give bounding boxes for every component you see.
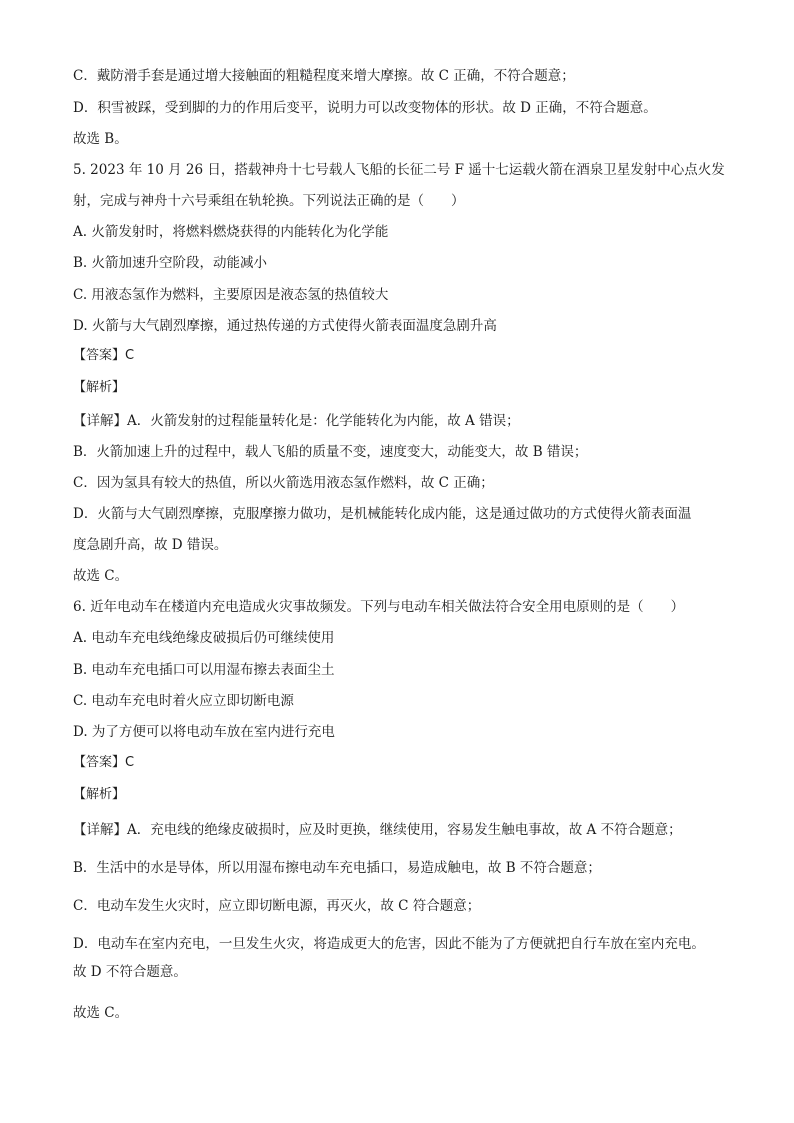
text-line: 【详解】A．火箭发射的过程能量转化是：化学能转化为内能，故 A 错误； [73,413,520,429]
text-line: B．火箭加速上升的过程中，载人飞船的质量不变，速度变大，动能变大，故 B 错误； [73,444,588,460]
text-line: D．积雪被踩，受到脚的力的作用后变平，说明力可以改变物体的形状。故 D 正确，不符合题意。 [73,100,657,116]
analysis-label: 【解析】 [73,787,126,802]
text-line: 故选 C。 [73,1005,129,1021]
text-line: D．电动车在室内充电，一旦发生火灾，将造成更大的危害，因此不能为了方便就把自行车放在室内充电。 [73,936,705,952]
text-line: D．火箭与大气剧烈摩擦，克服摩擦力做功，是机械能转化成内能，这是通过做功的方式使得火箭表面温 [73,506,692,522]
text-line: B．生活中的水是导体，所以用湿布擦电动车充电插口，易造成触电，故 B 不符合题意； [73,860,601,876]
question-5-option-c: C. 用液态氢作为燃料，主要原因是液态氢的热值较大 [73,287,389,303]
text-line: 故选 C。 [73,568,129,584]
text-line: 故 D 不符合题意。 [73,964,187,980]
analysis-label: 【解析】 [73,380,126,395]
text-line: 度急剧升高，故 D 错误。 [73,537,228,553]
question-6-option-c: C. 电动车充电时着火应立即切断电源 [73,693,294,709]
question-5-option-a: A. 火箭发射时，将燃料燃烧获得的内能转化为化学能 [73,224,389,240]
question-6-stem: 6. 近年电动车在楼道内充电造成火灾事故频发。下列与电动车相关做法符合安全用电原则的是（ ） [73,599,685,615]
text-line: C．电动车发生火灾时，应立即切断电源，再灭火，故 C 符合题意； [73,898,481,914]
question-5-stem: 射，完成与神舟十六号乘组在轨轮换。下列说法正确的是（ ） [73,193,465,209]
question-5-stem: 5. 2023 年 10 月 26 日，搭载神舟十七号载人飞船的长征二号 F 遥十七运载火箭在酒泉卫星发射中心点火发 [73,162,725,178]
text-line: 故选 B。 [73,131,128,147]
answer-label: 【答案】C [73,348,135,363]
question-6-option-b: B. 电动车充电插口可以用湿布擦去表面尘土 [73,662,335,678]
answer-label: 【答案】C [73,755,135,770]
text-line: C．因为氢具有较大的热值，所以火箭选用液态氢作燃料，故 C 正确； [73,475,494,491]
question-6-option-d: D. 为了方便可以将电动车放在室内进行充电 [73,724,335,740]
text-line: 【详解】A．充电线的绝缘皮破损时，应及时更换，继续使用，容易发生触电事故，故 A 不符合题意； [73,822,682,838]
text-line: C．戴防滑手套是通过增大接触面的粗糙程度来增大摩擦。故 C 正确，不符合题意； [73,68,575,84]
question-5-option-b: B. 火箭加速升空阶段，动能减小 [73,255,268,271]
question-5-option-d: D. 火箭与大气剧烈摩擦，通过热传递的方式使得火箭表面温度急剧升高 [73,318,497,334]
question-6-option-a: A. 电动车充电线绝缘皮破损后仍可继续使用 [73,630,335,646]
